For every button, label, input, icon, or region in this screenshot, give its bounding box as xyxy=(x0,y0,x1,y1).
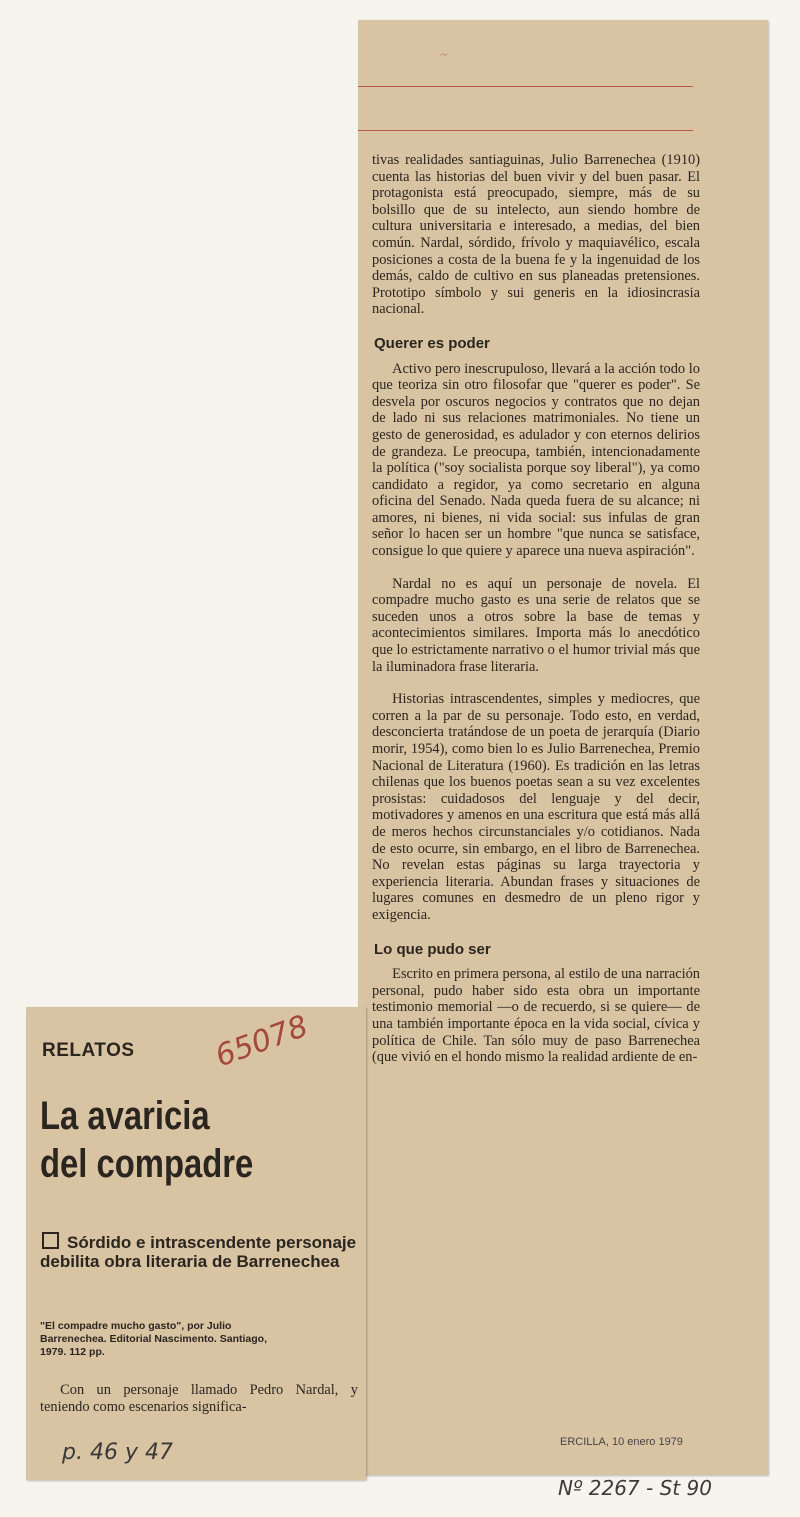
headline xyxy=(40,1092,286,1188)
subheading-querer-es-poder: Querer es poder xyxy=(374,334,490,352)
deck xyxy=(40,1232,360,1271)
book-reference: "El compadre mucho gasto", por Julio Barrenechea. Editorial Nascimento. Santiago, 1979. 112 pp. xyxy=(40,1320,267,1358)
handwritten-catalog-number: Nº 2267 - St 90 xyxy=(558,1476,712,1500)
section-kicker: RELATOS xyxy=(42,1040,135,1061)
headline-line-2: del compadre xyxy=(40,1142,254,1186)
paragraph-1: tivas realidades santiaguinas, Julio Barrenechea (1910) cuenta las historias del buen vivir y del buen pasar. El protagonista está preocupado, siempre, más de su bolsillo que de su intelecto, aun siendo hombre de cultura universitaria e interesado, a medias, del bien común. Nardal, sórdido, frívolo y maquiavélico, escala posiciones a costa de la buena fe y la ingenuidad de los demás, caldo de cultivo en sus planeadas pretensiones. Prototipo símbolo y sui generis en la idiosincrasia nacional. xyxy=(372,152,700,318)
paragraph-2: Activo pero inescrupuloso, llevará a la acción todo lo que teoriza sin otro filosofar que "querer es poder". Se desvela por oscuros negocios y contratos que no dejan de lado ni sus relaciones matrimoniales. No tiene un gesto de generosidad, es adulador y con eternos delirios de grandeza. Le preocupa, también, intencionadamente la política ("soy socialista porque soy liberal"), ya como candidato a regidor, ya como secretario en alguna oficina del Senado. Nada queda fuera de su alcance; ni amores, ni bienes, ni vida social: sus infulas de gran señor lo hacen ser un hombre "que nunca se satisface, consigue lo que quiere y aparece una nueva aspiración". xyxy=(372,360,700,560)
source-line: ERCILLA, 10 enero 1979 xyxy=(560,1436,683,1448)
intro-paragraph: Con un personaje llamado Pedro Nardal, y teniendo como escenarios significa- xyxy=(40,1382,358,1415)
subheading-lo-que-pudo-ser: Lo que pudo ser xyxy=(374,940,491,958)
red-rule-bottom xyxy=(358,130,693,131)
checkbox-square-icon xyxy=(42,1232,59,1249)
paragraph-5: Escrito en primera persona, al estilo de una narración personal, pudo haber sido esta obra un importante testimonio memorial —o de recuerdo, si se quiere— de una también importante época en la vida social, cívica y política de Chile. Tan sólo muy de paso Barrenechea (que vivió en el hondo mismo la realidad ardiente de en- xyxy=(372,966,700,1066)
faint-pencil-mark: ~ xyxy=(440,48,448,63)
deck-text: Sórdido e intrascendente personaje debilita obra literaria de Barrenechea xyxy=(40,1233,357,1271)
article-column xyxy=(372,152,700,1082)
headline-line-1: La avaricia xyxy=(40,1094,210,1138)
handwritten-red-number: 65078 xyxy=(210,1008,313,1075)
handwritten-pages: p. 46 y 47 xyxy=(62,1440,173,1465)
paragraph-4: Historias intrascendentes, simples y mediocres, que corren a la par de su personaje. Todo esto, en verdad, desconcierta tratándose de un poeta de jerarquía (Diario morir, 1954), como bien lo es Julio Barrenechea, Premio Nacional de Literatura (1960). Es tradición en las letras chilenas que los buenos poetas sean a su vez excelentes prosistas: cuidadosos del lenguaje y del decir, motivadores y amenos en una escritura que está más allá de meros hechos circunstanciales y/o cotidianos. Nada de esto ocurre, sin embargo, en el libro de Barrenechea. No revelan estas páginas su larga trayectoria y experiencia literaria. Abundan frases y situaciones de lugares comunes en desmedro de un pleno rigor y exigencia. xyxy=(372,691,700,923)
paragraph-3: Nardal no es aquí un personaje de novela. El compadre mucho gasto es una serie de relatos que se suceden unos a otros sobre la base de temas y acontecimientos similares. Importa más lo anecdótico que lo estrictamente narrativo o el humor trivial más que la iluminadora frase literaria. xyxy=(372,575,700,675)
red-rule-top xyxy=(358,86,693,87)
